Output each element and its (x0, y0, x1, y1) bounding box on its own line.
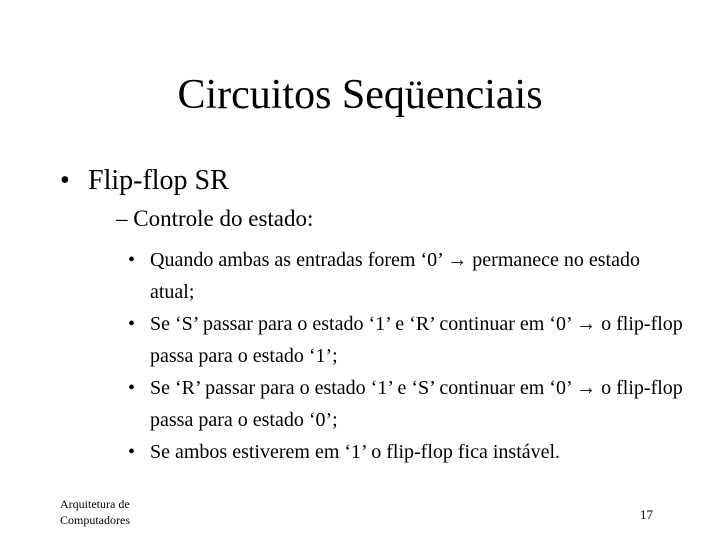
sub-bullet-list (128, 244, 688, 468)
footer-course-line1: Arquitetura de (60, 497, 130, 511)
list-item (128, 436, 688, 468)
page-number: 17 (640, 507, 653, 522)
list-item (128, 308, 688, 372)
list-item (128, 244, 688, 308)
list-item-text: Se ambos estiverem em ‘1’ o flip-flop fica instável. (150, 441, 561, 463)
bullet-symbol: • (128, 377, 136, 399)
bullet-symbol: • (60, 165, 70, 196)
bullet-symbol: • (128, 441, 136, 463)
footer-course-line2: Computadores (60, 513, 130, 527)
list-item-text: Se ‘S’ passar para o estado ‘1’ e ‘R’ continuar em ‘0’ → o flip-flop passa para o estado ‘1’; (150, 313, 683, 367)
list-item-text: Quando ambas as entradas forem ‘0’ → permanece no estado atual; (150, 249, 640, 303)
bullet-symbol: • (128, 249, 136, 271)
bullet-symbol: • (128, 313, 136, 335)
bullet-level1-text: Flip-flop SR (88, 165, 229, 196)
list-item-text: Se ‘R’ passar para o estado ‘1’ e ‘S’ continuar em ‘0’ → o flip-flop passa para o estado ‘0’; (150, 377, 683, 431)
bullet-level1 (60, 164, 229, 198)
bullet-level2: – Controle do estado: (116, 206, 314, 231)
list-item (128, 372, 688, 436)
footer-course (60, 496, 130, 528)
slide-title: Circuitos Seqüenciais (177, 72, 543, 118)
